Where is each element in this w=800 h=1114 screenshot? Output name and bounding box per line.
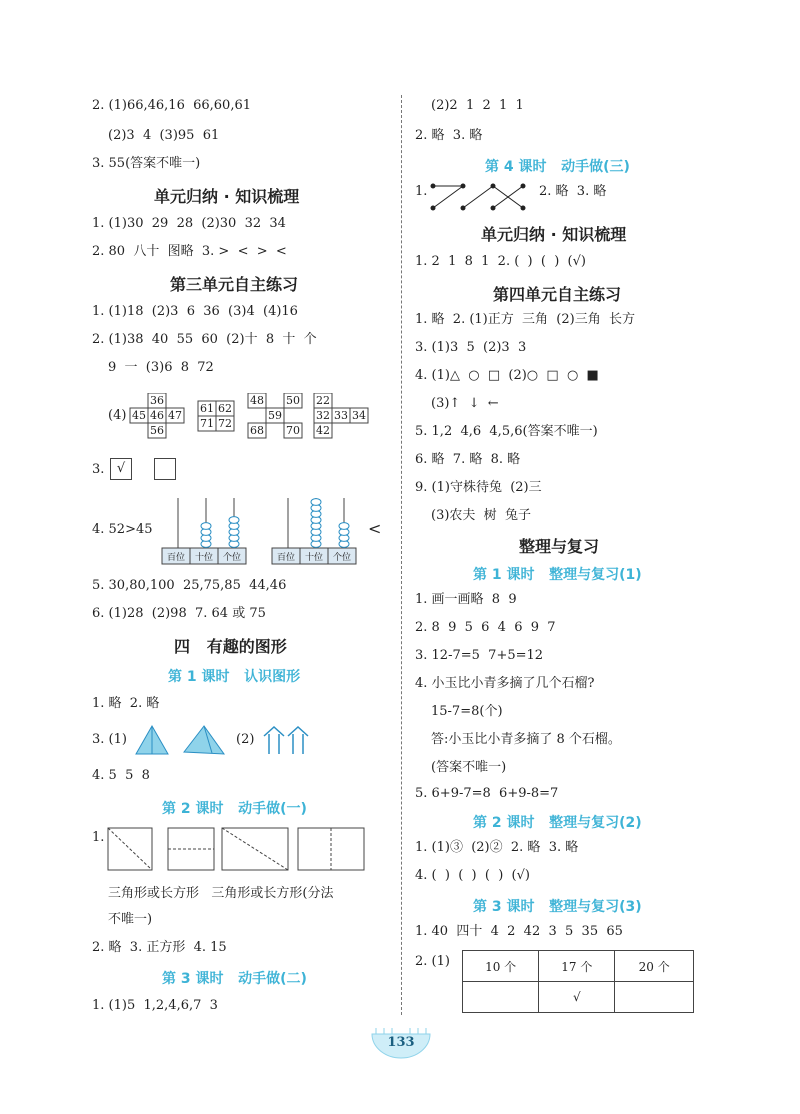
section-heading: 整理与复习 xyxy=(519,537,600,556)
answer-line: 1. (1)5 1,2,4,6,7 3 xyxy=(92,998,218,1013)
answer-line: (3)↑ ↓ ← xyxy=(431,396,499,411)
abacus-label: 个位 xyxy=(332,553,352,563)
triangle-figures xyxy=(132,722,232,758)
answer-line: 答:小玉比小青多摘了 8 个石榴。 xyxy=(431,732,621,747)
answer-line: 2. 80 八十 图略 3. > < > < xyxy=(92,244,287,259)
lesson-heading: 第 2 课时 动手做(一) xyxy=(162,801,307,817)
section-heading: 单元归纳 · 知识梳理 xyxy=(481,225,627,244)
number-grids xyxy=(128,393,384,443)
answer-line: 1. 略 2. 略 xyxy=(92,696,160,711)
answer-line: 1. (1)18 (2)3 6 36 (3)4 (4)16 xyxy=(92,304,298,319)
answer-line: 4. ( ) ( ) ( ) (√) xyxy=(415,868,530,883)
answer-line: 1. 40 四十 4 2 42 3 5 35 65 xyxy=(415,924,623,939)
abacus-label: 十位 xyxy=(194,553,214,563)
lesson-heading: 第 3 课时 动手做(二) xyxy=(162,971,307,987)
grid-cell: 56 xyxy=(150,424,164,437)
answer-line: 2. 8 9 5 6 4 6 9 7 xyxy=(415,620,556,635)
section-heading: 第三单元自主练习 xyxy=(170,275,299,294)
grid-cell: 47 xyxy=(168,409,182,422)
page-number-badge xyxy=(370,1024,432,1062)
grid-cell: 32 xyxy=(316,409,330,422)
answer-line: 4. 52>45 xyxy=(92,522,153,537)
grid-cell: 59 xyxy=(268,409,282,422)
arrow-figures xyxy=(260,724,316,756)
answer-line: (答案不唯一) xyxy=(431,760,507,775)
answer-line: 6. 略 7. 略 8. 略 xyxy=(415,452,521,467)
grid-cell: 33 xyxy=(334,409,348,422)
page-badge-shape xyxy=(370,1024,432,1062)
table-header: 10 个 xyxy=(463,951,539,982)
lesson-heading: 第 4 课时 动手做(三) xyxy=(485,159,630,175)
answer-line: 1. (1)30 29 28 (2)30 32 34 xyxy=(92,216,286,231)
table-cell: √ xyxy=(539,982,615,1013)
rectangle-divisions xyxy=(106,826,376,872)
answer-line: 5. 30,80,100 25,75,85 44,46 xyxy=(92,578,287,593)
grid-cell: 34 xyxy=(352,409,366,422)
answer-line: 9. (1)守株待兔 (2)三 xyxy=(415,480,542,495)
lesson-heading: 第 3 课时 整理与复习(3) xyxy=(473,899,642,915)
answer-label: 3. xyxy=(92,462,105,477)
table-header: 17 个 xyxy=(539,951,615,982)
abacus-label: 十位 xyxy=(304,553,324,563)
grid-cell: 50 xyxy=(286,394,300,407)
table-cell xyxy=(463,982,539,1013)
answer-label: (4) xyxy=(108,408,127,423)
answer-line: 2. 略 3. 略 xyxy=(415,128,483,143)
answer-line: 2. (1)66,46,16 66,60,61 xyxy=(92,98,251,113)
table-cell xyxy=(615,982,694,1013)
grid-cell: 45 xyxy=(132,409,146,422)
grid-cell: 48 xyxy=(250,394,264,407)
answer-label: 1. xyxy=(415,184,428,199)
answer-line: 5. 6+9-7=8 6+9-8=7 xyxy=(415,786,559,801)
grid-cell: 68 xyxy=(250,424,264,437)
answer-line: 3. 12-7=5 7+5=12 xyxy=(415,648,544,663)
answer-line: 4. (1)△ ○ □ (2)○ □ ○ ■ xyxy=(415,368,599,383)
answer-label: (2) xyxy=(236,732,255,747)
grid-cell: 70 xyxy=(286,424,300,437)
grid-cell: 72 xyxy=(218,417,232,430)
lesson-heading: 第 1 课时 认识图形 xyxy=(168,669,301,685)
grid-cell: 46 xyxy=(150,409,164,422)
abacus-label: 个位 xyxy=(222,553,242,563)
answer-line: 三角形或长方形 三角形或长方形(分法 xyxy=(108,886,334,901)
answer-line: 2. 略 3. 略 xyxy=(539,184,607,199)
abacus-diagrams xyxy=(158,494,388,570)
answer-line: 1. 略 2. (1)正方 三角 (2)三角 长方 xyxy=(415,312,635,327)
answer-line: 4. 小玉比小青多摘了几个石榴? xyxy=(415,676,595,691)
answer-line: (2)3 4 (3)95 61 xyxy=(108,128,220,143)
section-heading: 第四单元自主练习 xyxy=(493,285,622,304)
answer-label: 2. (1) xyxy=(415,954,450,969)
answer-line: (3)农夫 树 兔子 xyxy=(431,508,531,523)
abacus-label: 百位 xyxy=(166,553,186,563)
section-heading: 单元归纳 · 知识梳理 xyxy=(154,187,300,206)
grid-cell: 62 xyxy=(218,402,232,415)
lesson-heading: 第 1 课时 整理与复习(1) xyxy=(473,567,642,583)
answer-line: 2. (1)38 40 55 60 (2)十 8 十 个 xyxy=(92,332,317,347)
page-number: 133 xyxy=(387,1035,415,1050)
abacus-label: 百位 xyxy=(276,553,296,563)
column-divider xyxy=(401,95,402,1015)
compare-sign: < xyxy=(368,519,382,538)
answer-line: 2. 略 3. 正方形 4. 15 xyxy=(92,940,227,955)
grid-cell: 71 xyxy=(200,417,214,430)
answer-line: 15-7=8(个) xyxy=(431,704,503,719)
chapter-heading: 四 有趣的图形 xyxy=(174,637,287,656)
grid-cell: 61 xyxy=(200,402,214,415)
grid-cell: 42 xyxy=(316,424,330,437)
answer-table xyxy=(462,950,694,1013)
answer-line: 1. 2 1 8 1 2. ( ) ( ) (√) xyxy=(415,254,586,269)
checked-box: √ xyxy=(110,458,132,480)
answer-line: 不唯一) xyxy=(108,912,153,927)
answer-line: 1. (1)③ (2)② 2. 略 3. 略 xyxy=(415,840,579,855)
grid-cell: 22 xyxy=(316,394,330,407)
answer-line: 1. 画一画略 8 9 xyxy=(415,592,517,607)
empty-box xyxy=(154,458,176,480)
answer-line: 5. 1,2 4,6 4,5,6(答案不唯一) xyxy=(415,424,598,439)
answer-label: 1. xyxy=(92,830,105,845)
answer-line: 4. 5 5 8 xyxy=(92,768,150,783)
lesson-heading: 第 2 课时 整理与复习(2) xyxy=(473,815,642,831)
matching-lines xyxy=(429,180,539,214)
table-header: 20 个 xyxy=(615,951,694,982)
answer-line: 3. 55(答案不唯一) xyxy=(92,156,201,171)
answer-line: 6. (1)28 (2)98 7. 64 或 75 xyxy=(92,606,266,621)
answer-line: 9 一 (3)6 8 72 xyxy=(108,360,214,375)
answer-line: 3. (1)3 5 (2)3 3 xyxy=(415,340,527,355)
answer-line: (2)2 1 2 1 1 xyxy=(431,98,524,113)
grid-cell: 36 xyxy=(150,394,164,407)
answer-label: 3. (1) xyxy=(92,732,127,747)
